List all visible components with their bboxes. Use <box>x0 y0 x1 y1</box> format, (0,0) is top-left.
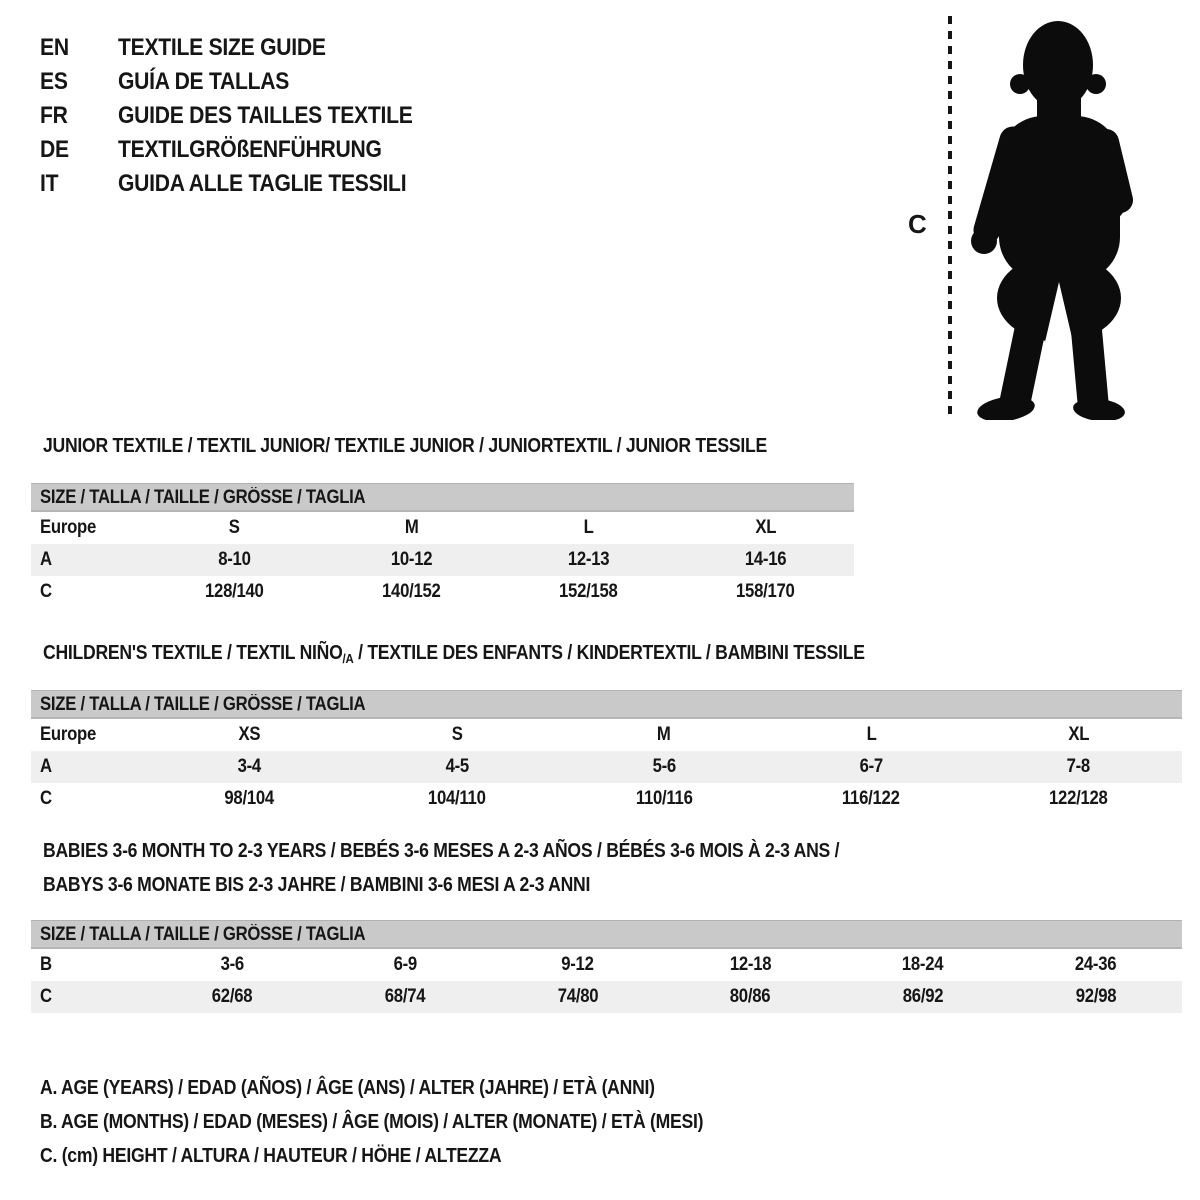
language-title: GUÍA DE TALLAS <box>118 68 290 95</box>
height-measure-line <box>948 16 952 416</box>
size-cell-text: 6-9 <box>393 954 417 975</box>
size-cell-text: XL <box>1067 724 1089 745</box>
size-cell-text: S <box>229 517 240 538</box>
language-header <box>40 31 453 201</box>
size-cell-text: XL <box>755 517 776 538</box>
size-cell <box>768 756 975 778</box>
language-row <box>40 99 453 133</box>
babies-title-line-2 <box>43 873 948 907</box>
size-cell-text: 122/128 <box>1049 788 1108 809</box>
size-cell-text: 4-5 <box>445 756 469 777</box>
size-cell <box>146 724 353 746</box>
legend-line-text: A. AGE (YEARS) / EDAD (AÑOS) / ÂGE (ANS) / ALTER (JAHRE) / ETÀ (ANNI) <box>40 1076 655 1099</box>
size-table-header <box>31 690 1182 719</box>
language-code <box>40 34 118 62</box>
size-cell <box>677 549 854 571</box>
junior-size-table <box>31 483 854 608</box>
row-label <box>31 581 146 603</box>
size-cell <box>146 986 319 1008</box>
language-code-text: ES <box>40 68 68 95</box>
size-cell <box>319 954 492 976</box>
size-cell <box>323 549 500 571</box>
size-cell-text: L <box>583 517 594 538</box>
size-cell <box>500 549 677 571</box>
babies-title-line-1-text: BABIES 3-6 MONTH TO 2-3 YEARS / BEBÉS 3-6 MESES A 2-3 AÑOS / BÉBÉS 3-6 MOIS À 2-3 ANS / <box>43 840 840 862</box>
size-cell <box>500 581 677 603</box>
children-section-title-text <box>43 641 865 671</box>
size-cell <box>323 581 500 603</box>
language-code-text: FR <box>40 102 68 129</box>
row-label <box>31 756 146 778</box>
row-label-text: B <box>40 954 52 975</box>
children-section-title <box>43 641 977 671</box>
size-cell <box>975 756 1182 778</box>
size-cell <box>975 724 1182 746</box>
size-cell-text: 3-4 <box>237 756 262 777</box>
size-cell <box>146 954 319 976</box>
size-cell <box>319 986 492 1008</box>
size-cell-text: 140/152 <box>382 581 441 602</box>
size-cell <box>975 788 1182 810</box>
row-label-text: Europe <box>40 724 97 745</box>
language-title: TEXTILGRÖßENFÜHRUNG <box>118 136 382 163</box>
size-cell <box>768 724 975 746</box>
language-row <box>40 31 453 65</box>
size-table-header-text: SIZE / TALLA / TAILLE / GRÖSSE / TAGLIA <box>40 923 366 945</box>
measurement-legend <box>40 1071 794 1173</box>
size-cell-text: L <box>866 724 877 745</box>
legend-line-text: B. AGE (MONTHS) / EDAD (MESES) / ÂGE (MOIS) / ALTER (MONATE) / ETÀ (MESI) <box>40 1110 704 1133</box>
size-cell-text: 128/140 <box>205 581 264 602</box>
legend-line-b <box>40 1105 794 1139</box>
size-cell <box>353 756 560 778</box>
size-cell <box>677 581 854 603</box>
table-row <box>31 981 1182 1013</box>
table-row <box>31 783 1182 815</box>
size-cell <box>560 724 767 746</box>
size-cell-text: 92/98 <box>1075 986 1116 1007</box>
language-title: GUIDE DES TAILLES TEXTILE <box>118 102 413 129</box>
language-title: TEXTILE SIZE GUIDE <box>118 34 326 61</box>
children-title-pre: CHILDREN'S TEXTILE / TEXTIL NIÑO <box>43 642 343 664</box>
size-cell <box>677 517 854 539</box>
language-code <box>40 170 118 198</box>
language-code-text: EN <box>40 34 69 61</box>
size-cell-text: M <box>657 724 671 745</box>
table-row <box>31 544 854 576</box>
size-cell <box>1009 986 1182 1008</box>
toddler-silhouette-icon <box>963 20 1140 420</box>
row-label <box>31 724 146 746</box>
size-cell-text: 86/92 <box>902 986 944 1007</box>
size-table-header <box>31 920 1182 949</box>
row-label-text: C <box>40 986 52 1007</box>
size-cell-text: 24-36 <box>1074 954 1117 975</box>
language-code <box>40 136 118 164</box>
babies-section-title <box>43 839 948 907</box>
size-table-header-text: SIZE / TALLA / TAILLE / GRÖSSE / TAGLIA <box>40 486 366 508</box>
size-cell <box>560 788 767 810</box>
size-table-header <box>31 483 854 512</box>
babies-title-line-1 <box>43 839 948 873</box>
size-cell-text: 98/104 <box>224 788 275 809</box>
size-cell-text: 10-12 <box>390 549 433 570</box>
size-cell-text: 74/80 <box>557 986 598 1007</box>
size-cell <box>664 986 837 1008</box>
size-cell <box>146 581 323 603</box>
language-row <box>40 133 453 167</box>
babies-title-line-2-text: BABYS 3-6 MONATE BIS 2-3 JAHRE / BAMBINI 3-6 MESI A 2-3 ANNI <box>43 874 591 896</box>
junior-section-title <box>43 434 866 458</box>
size-cell-text: 12-18 <box>729 954 772 975</box>
size-cell <box>837 954 1010 976</box>
children-title-sub: /A <box>342 651 354 666</box>
row-label <box>31 517 146 539</box>
children-title-post: / TEXTILE DES ENFANTS / KINDERTEXTIL / BAMBINI TESSILE <box>353 642 865 664</box>
legend-line-c <box>40 1139 794 1173</box>
row-label-text: Europe <box>40 517 97 538</box>
language-code <box>40 68 118 96</box>
row-label <box>31 986 146 1008</box>
table-row <box>31 719 1182 751</box>
legend-line-text: C. (cm) HEIGHT / ALTURA / HAUTEUR / HÖHE / ALTEZZA <box>40 1144 502 1167</box>
size-cell <box>560 756 767 778</box>
size-cell-text: 62/68 <box>212 986 253 1007</box>
size-cell <box>837 986 1010 1008</box>
size-cell <box>664 954 837 976</box>
size-table-header-text: SIZE / TALLA / TAILLE / GRÖSSE / TAGLIA <box>40 693 366 715</box>
size-cell <box>491 986 664 1008</box>
table-row <box>31 512 854 544</box>
size-cell-text: 152/158 <box>559 581 618 602</box>
row-label <box>31 549 146 571</box>
size-cell <box>146 756 353 778</box>
row-label <box>31 788 146 810</box>
size-cell-text: 7-8 <box>1066 756 1091 777</box>
junior-section-title-text: JUNIOR TEXTILE / TEXTIL JUNIOR/ TEXTILE JUNIOR / JUNIORTEXTIL / JUNIOR TESSILE <box>43 435 767 457</box>
size-cell-text: 116/122 <box>842 788 901 809</box>
size-cell-text: 104/110 <box>427 788 486 809</box>
size-cell-text: XS <box>238 724 261 745</box>
size-cell <box>491 954 664 976</box>
language-code-text: DE <box>40 136 69 163</box>
size-cell <box>1009 954 1182 976</box>
row-label <box>31 954 146 976</box>
babies-size-table <box>31 920 1182 1013</box>
language-code-text: IT <box>40 170 59 197</box>
size-cell <box>500 517 677 539</box>
size-cell-text: 8-10 <box>218 549 251 570</box>
size-cell <box>353 788 560 810</box>
size-cell-text: 5-6 <box>652 756 676 777</box>
size-cell <box>146 517 323 539</box>
size-cell-text: 80/86 <box>730 986 771 1007</box>
table-row <box>31 949 1182 981</box>
children-size-table <box>31 690 1182 815</box>
row-label-text: C <box>40 788 52 809</box>
size-cell <box>323 517 500 539</box>
language-code <box>40 102 118 130</box>
size-cell-text: 158/170 <box>736 581 795 602</box>
size-cell-text: 18-24 <box>902 954 944 975</box>
size-cell <box>146 788 353 810</box>
size-cell-text: S <box>451 724 463 745</box>
table-row <box>31 576 854 608</box>
language-row <box>40 167 453 201</box>
size-cell-text: 12-13 <box>567 549 610 570</box>
height-measure-label: C <box>908 209 927 239</box>
row-label-text: A <box>40 549 52 570</box>
table-row <box>31 751 1182 783</box>
size-cell-text: 68/74 <box>384 986 426 1007</box>
size-cell <box>353 724 560 746</box>
language-title: GUIDA ALLE TAGLIE TESSILI <box>118 170 407 197</box>
size-cell-text: 14-16 <box>744 549 787 570</box>
size-cell-text: 6-7 <box>859 756 883 777</box>
size-cell <box>146 549 323 571</box>
size-cell-text: M <box>404 517 419 538</box>
size-cell-text: 3-6 <box>220 954 245 975</box>
language-row <box>40 65 453 99</box>
row-label-text: A <box>40 756 52 777</box>
size-cell-text: 110/116 <box>635 788 693 809</box>
size-cell-text: 9-12 <box>561 954 594 975</box>
size-cell <box>768 788 975 810</box>
legend-line-a <box>40 1071 794 1105</box>
row-label-text: C <box>40 581 52 602</box>
